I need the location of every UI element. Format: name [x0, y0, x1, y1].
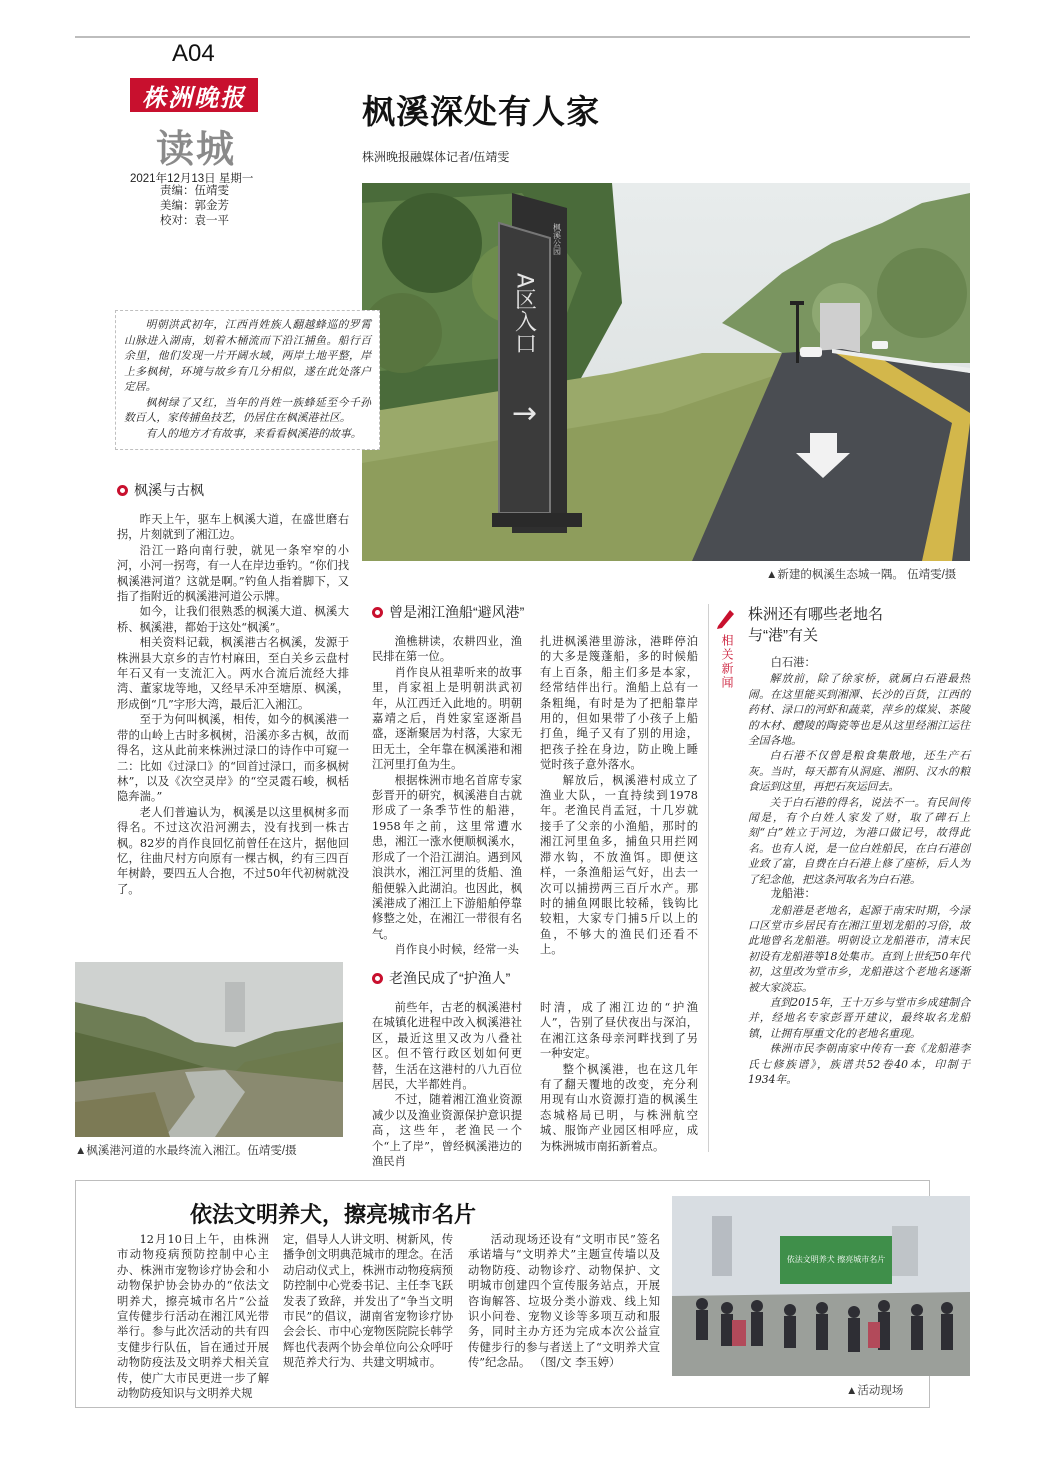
s1-p5: 至于为何叫枫溪，相传，如今的枫溪港一带的山岭上古时多枫树，沿溪亦多古枫，故而得名，这从此前来株洲过渌口的诗作中可窥一二：比如《过渌口》的“回首过渌口，而多枫树林”，以及《次空灵岸》的“空灵霞石峻，枫栝隐奔湍。”: [117, 713, 349, 804]
section-name: 读城: [156, 126, 237, 171]
river-photo-image: [75, 962, 343, 1137]
related-news-tag: [714, 606, 738, 690]
newspaper-logo-text: 株洲晚报: [142, 82, 246, 112]
newspaper-logo: [130, 78, 258, 112]
s3-c1-p1: 前些年，古老的枫溪港村在城镇化进程中改入枫溪港社区，最近这里又改为八叠社区。但不管行政区划如何更替，生活在这港村的八九百位居民，大半都姓肖。: [372, 1001, 522, 1092]
s2-c1-p4: 肖作良小时候，经常一头: [394, 943, 519, 957]
river-photo-caption: ▲枫溪港河道的水最终流入湘江。伍靖雯/摄: [75, 1145, 297, 1157]
sidebar-p3: 白石港不仅曾是粮食集散地，还生产石灰。当时，每天都有从洞庭、湘阴、汉水的粮食运到这里，再把石灰运回去。: [748, 749, 970, 794]
article-title: 枫溪深处有人家: [362, 92, 600, 131]
bottom-col2-text: 定，倡导人人讲文明、树新风，传播争创文明典范城市的理念。在活动启动仪式上，株洲市动物疫病预防控制中心党委书记、主任李飞跃发表了致辞，并发出了“争当文明市民”的倡议，湖南省宠物诊疗协会会长、市中心宠物医院院长韩学辉也代表两个协会单位向公众呼吁规范养犬行为、共建文明城市。: [283, 1233, 453, 1370]
credit-editor: 责编：伍靖雯: [160, 185, 229, 197]
s1-p6: 老人们普遍认为，枫溪是以这里枫树多而得名。不过这次沿河溯去，没有找到一株古枫。82岁的肖作良回忆前曾任在这片，据他回忆，往曲尺村方向原有一棵古枫，约有三四百年树龄，要四五人合抱，不过50年代初树就没了。: [117, 805, 349, 896]
section1-heading-text: 枫溪与古枫: [134, 482, 204, 498]
sidebar-p7: 直到2015年，王十万乡与堂市乡成建制合并，经地名专家彭晋开建议，最终取名龙船镇，让拥有厚重文化的老地名重现。: [748, 995, 970, 1040]
section-marker-icon: [372, 607, 383, 618]
event-photo-caption: ▲活动现场: [846, 1385, 904, 1397]
s1-p4: 相关资料记载，枫溪港古名枫溪，发源于株洲县大京乡的吉竹村麻田，至白关乡云盘村年石又有一支流汇入。两水合流后流经大排湾、董家垅等地，又经早禾冲至塘原、枫溪，形成倒“几”字形大湾，最后汇入湘江。: [117, 636, 349, 711]
lead-box: [115, 310, 380, 450]
section1-body: [117, 512, 349, 942]
river-photo: [75, 962, 343, 1137]
sidebar-title-line1: 株洲还有哪些老地名: [748, 606, 884, 623]
section3-col2: [540, 1000, 698, 1152]
sidebar-p1: 白石港：: [770, 657, 816, 669]
page-number: A04: [172, 40, 215, 67]
credits: [160, 184, 229, 229]
s2-c2-p1: 扎进枫溪港里游泳，港畔停泊的大多是篾蓬船，多的时候船有上百条，船主们多是本家，经常结伴出行。渔船上总有一条粗绳，有时是为了把船靠岸用的，但如果带了小孩子上船打鱼，绳子又有了别的用途，把孩子拴在身边，防止晚上睡觉时孩子意外落水。: [540, 635, 698, 772]
bottom-article-title: 依法文明养犬，擦亮城市名片: [190, 1203, 477, 1228]
event-photo: [672, 1196, 970, 1376]
sign-area-text: A区入口: [511, 273, 537, 355]
s3-c2-p2: 整个枫溪港，也在这几年有了翻天覆地的改变，充分利用现有山水资源打造的枫溪生态城格局已明，与株洲航空城、服饰产业园区相呼应，成为株洲城市南拓新着点。: [540, 1062, 698, 1153]
bottom-col1-text: 12月10日上午，由株洲市动物疫病预防控制中心主办、株洲市宠物诊疗协会和小动物保护协会协办的“依法文明养犬，擦亮城市名片”公益宣传健步行活动在湘江风光带举行。参与此次活动的共有四支健步行队伍，旨在通过开展动物防疫法及文明养犬相关宣传，使广大市民更进一步了解动物防疫知识与文明养犬规: [117, 1233, 269, 1401]
s1-p3: 如今，让我们很熟悉的枫溪大道、枫溪大桥、枫溪港，都始于这处“枫溪”。: [117, 605, 349, 634]
section1-heading: [117, 480, 204, 500]
credit-proofreader: 校对：袁一平: [160, 215, 229, 227]
sidebar-p2: 解放前，除了徐家桥，就属白石港最热闹。在这里能买到湘潭、长沙的百货，江西的药材、渌口的河虾和蔬菜，萍乡的煤炭、茶陵的木材、醴陵的陶瓷等也是从这里经湘江运往全国各地。: [748, 672, 970, 748]
section-marker-icon: [117, 485, 128, 496]
main-photo-caption: ▲新建的枫溪生态城一隅。 伍靖雯/摄: [766, 569, 957, 581]
top-rule: [75, 36, 970, 38]
s1-p1: 昨天上午，驱车上枫溪大道，在盛世磨右拐，片刻就到了湘江边。: [117, 513, 349, 542]
lead-paragraph-3: 有人的地方才有故事，来看看枫溪港的故事。: [145, 426, 362, 440]
issue-date: 2021年12月13日 星期一: [130, 173, 254, 185]
main-photo-image: [362, 183, 970, 561]
s2-c2-p2: 解放后，枫溪港村成立了渔业大队，一直持续到1978年。老渔民肖孟冠，十几岁就接手了父亲的小渔船，那时的湘江河里鱼多，捕鱼只用拦网滞水钩，不放渔饵。即便这样，一条渔船运气好，出去一次可以捕捞两三百斤水产。那时的捕鱼网眼比较稀，钱钩比较粗，大家专门捕5斤以上的鱼，不够大的渔民们还看不上。: [540, 773, 698, 957]
main-photo: [362, 183, 970, 561]
s2-c1-p2: 肖作良从祖辈听来的故事里，肖家祖上是明朝洪武初年，从江西迁入此地的。明朝嘉靖之后，肖姓家室逐渐昌盛，逐渐聚居为村落，大家无田无土，全年靠在枫溪港和湘江河里打鱼为生。: [372, 665, 522, 772]
bottom-col3-text: 活动现场还设有“文明市民”签名承诺墙与“文明养犬”主题宣传墙以及动物防疫、动物诊疗、动物保护、文明城市创建四个宣传服务站点，开展咨询解答、垃圾分类小游戏、线上知识小问卷、宠物义诊等多项互动和服务，同时主办方还为完成本次公益宣传健步行的参与者送上了“文明养犬宣传”纪念品。 （图/文 李玉婷）: [468, 1233, 660, 1370]
s3-c1-p2: 不过，随着湘江渔业资源减少以及渔业资源保护意识提高，这些年，老渔民一个个“上了岸”，曾经枫溪港边的渔民肖: [372, 1093, 522, 1169]
s2-c1-p1: 渔樵耕读，农耕四业，渔民排在第一位。: [372, 635, 522, 664]
lead-paragraph-2: 枫树绿了又红，当年的肖姓一族蜂延至今千孙数百人，家传捕鱼技艺，仍居住在枫溪港社区。: [124, 395, 371, 424]
bottom-col3: [468, 1232, 660, 1402]
section2-heading-text: 曾是湘江渔船“避风港”: [389, 604, 525, 620]
section2-col1: [372, 634, 522, 964]
sign-top-text: 枫溪公园: [552, 223, 562, 255]
article-byline: 株洲晚报融媒体记者/伍靖雯: [362, 150, 510, 164]
section3-heading-text: 老渔民成了“护渔人”: [389, 970, 511, 986]
sidebar-p6: 龙船港是老地名，起源于南宋时期，今渌口区堂市乡居民有在湘江里划龙船的习俗，故此地曾名龙船港。明朝设立龙船港市，清末民初设有龙船港等18处集市。直到上世纪50年代初，这里改为堂市乡，龙船港这个老地名逐渐被大家淡忘。: [748, 903, 970, 994]
section3-heading: [372, 968, 510, 988]
s2-c1-p3: 根据株洲市地名首席专家彭晋开的研究，枫溪港自古就形成了一条季节性的船港，1958年之前，这里常遭水患，湘江一涨水便顺枫溪水，形成了一个沿江湖泊。遇到风浪洪水，湘江河里的货船、渔船便躲入此湖泊。也因此，枫溪港成了湘江上下游船舶停靠修整之处，在湘江一带很有名气。: [372, 773, 522, 941]
section3-col1: [372, 1000, 522, 1169]
section-marker-icon: [372, 973, 383, 984]
credit-designer: 美编：郭金芳: [160, 200, 229, 212]
sidebar-title: [748, 604, 883, 646]
sidebar-p4: 关于白石港的得名，说法不一。有民间传闻是，有个白姓人家发了财，取了碑石上刻“白”姓立于河边，为港口做记号，故得此名。也有人说，是一位白姓船民，在白石港创业致了富，自费在白石港上修了座桥，后人为了纪念他，把这条河取名为白石港。: [748, 795, 970, 886]
sidebar-body: [748, 656, 970, 1156]
s1-p2: 沿江一路向南行驶，就见一条窄窄的小河，小河一拐弯，有一人在岸边垂钓。“你们找枫溪港河道？这就是啊。”钓鱼人指着脚下，又指了指附近的枫溪港河道公示牌。: [117, 543, 349, 604]
section2-col2: [540, 634, 698, 964]
sign-arrow: →: [512, 396, 538, 431]
sidebar-title-line2: 与“港”有关: [748, 627, 818, 644]
sidebar-divider: [708, 604, 709, 1152]
section2-heading: [372, 602, 524, 622]
event-photo-image: [672, 1196, 970, 1376]
lead-paragraph-1: 明朝洪武初年，江西肖姓族人翻越蜂巡的罗霄山脉进入湖南，划着木桶流而下沿江捕鱼。船行百余里，他们发现一片开阔水域，两岸土地平整，岸上多枫树，环境与故乡有几分相似，遂在此处落户定居。: [124, 318, 371, 393]
s3-c2-p1: 时清，成了湘江边的“护渔人”，告别了昼伏夜出与深泊，在湘江这条母亲河畔找到了另一种安定。: [540, 1001, 698, 1061]
bottom-col2: [283, 1232, 453, 1402]
event-banner-text: 依法文明养犬 擦亮城市名片: [786, 1255, 886, 1264]
sidebar-p8: 株洲市民李朝南家中传有一套《龙船港李氏七修族谱》，族谱共52卷40本，印制于1934年。: [748, 1042, 970, 1086]
related-news-label: 相关新闻: [720, 634, 734, 690]
bottom-col1: [117, 1232, 269, 1402]
pen-icon: [714, 606, 736, 630]
sidebar-p5: 龙船港：: [770, 888, 816, 901]
